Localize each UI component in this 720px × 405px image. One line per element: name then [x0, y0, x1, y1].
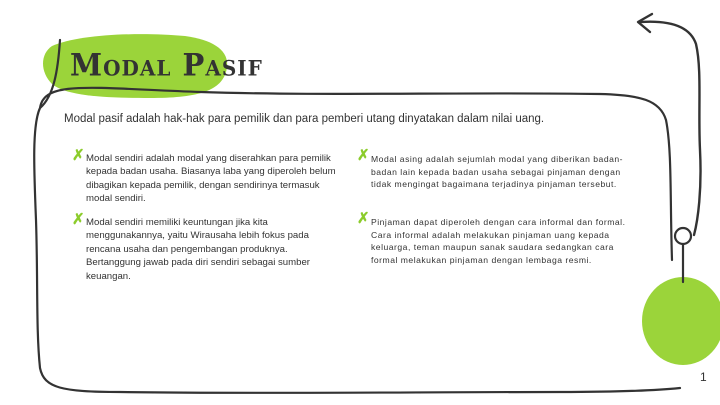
list-item-right-2	[357, 210, 643, 266]
list-item-text: Modal sendiri adalah modal yang diserahkan para pemilik kepada badan usaha. Biasanya laba yang diperoleh belum dibagikan kepada pemilik, dengan sendirinya termasuk modal sendiri.	[86, 153, 336, 205]
list-item-left-1	[72, 147, 348, 206]
cross-bullet-icon: ✗	[72, 147, 85, 164]
cross-bullet-icon: ✗	[357, 210, 371, 227]
list-item-text: Pinjaman dapat diperoleh dengan cara informal dan formal. Cara informal adalah melakukan pinjaman uang kepada keluarga, teman maupun sanak saudara sedangkan cara formal melakukan pinjaman dengan lembaga resmi.	[371, 217, 626, 265]
list-item-left-2	[72, 211, 336, 283]
list-item-right-1	[357, 147, 643, 191]
corner-circle-blob	[642, 277, 720, 365]
page-number: 1	[700, 370, 707, 384]
slide-intro: Modal pasif adalah hak-hak para pemilik dan para pemberi utang dinyatakan dalam nilai uang.	[64, 113, 545, 125]
list-item-text: Modal sendiri memiliki keuntungan jika kita menggunakannya, yaitu Wirausaha lebih fokus pada rencana usaha dan pengembangan produknya. Bertanggung jawab pada diri sendiri sebagai sumber keuangan.	[86, 217, 310, 282]
cross-bullet-icon: ✗	[72, 211, 85, 228]
slide-title: Modal Pasif	[70, 47, 263, 83]
loop-line-icon	[675, 228, 691, 244]
arrowhead-icon	[638, 14, 652, 32]
cross-bullet-icon: ✗	[357, 147, 371, 164]
list-item-text: Modal asing adalah sejumlah modal yang diberikan badan-badan lain kepada badan usaha sebagai pinjaman dengan tidak mengingat bagaimana terjadinya pinjaman tersebut.	[371, 154, 624, 190]
